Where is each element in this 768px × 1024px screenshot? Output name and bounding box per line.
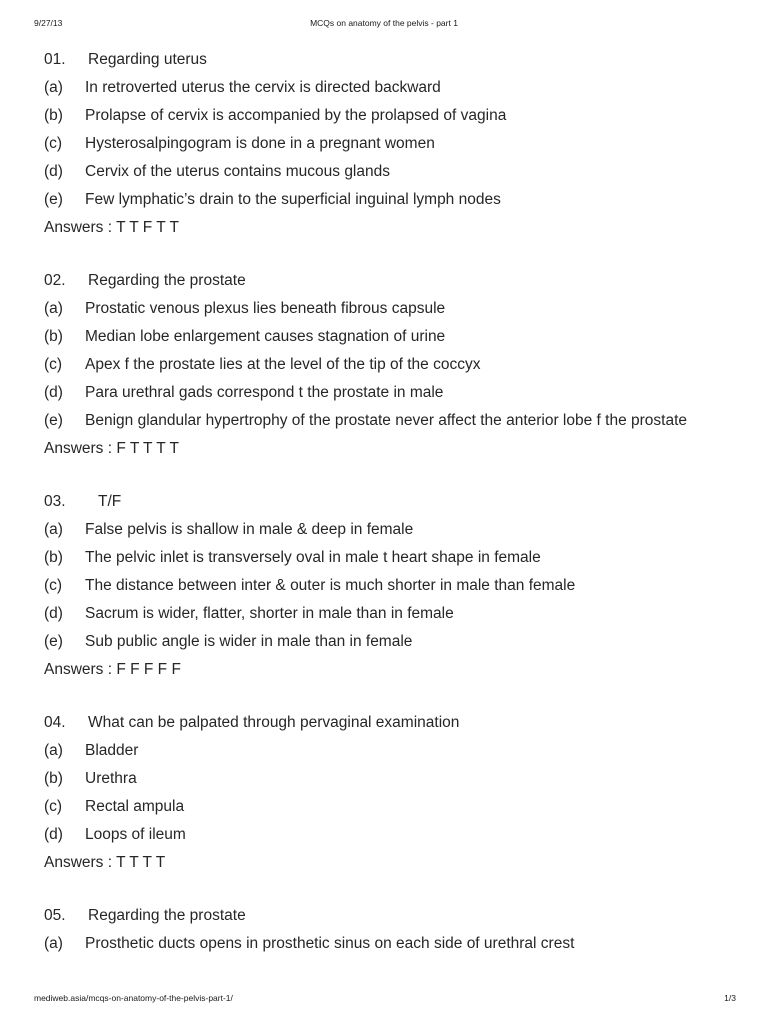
- answers-line: Answers : T T F T T: [44, 219, 179, 236]
- question-number: 04.: [44, 714, 66, 731]
- option-line: [44, 186, 734, 214]
- option-line: [44, 930, 734, 958]
- question-block: [44, 709, 734, 877]
- question-title: [44, 709, 734, 737]
- option-text: Para urethral gads correspond t the prostate in male: [85, 384, 444, 401]
- option-text: The pelvic inlet is transversely oval in male t heart shape in female: [85, 549, 541, 566]
- question-text: What can be palpated through pervaginal examination: [88, 714, 460, 731]
- page-number: 1/3: [724, 993, 736, 1003]
- option-line: [44, 379, 734, 407]
- option-label: (a): [44, 300, 63, 317]
- option-label: (a): [44, 79, 63, 96]
- page-footer: [0, 993, 768, 1005]
- option-label: (b): [44, 107, 63, 124]
- option-label: (d): [44, 384, 63, 401]
- page-title: MCQs on anatomy of the pelvis - part 1: [310, 18, 458, 28]
- question-block: [44, 46, 734, 242]
- answers-line: Answers : F F F F F: [44, 661, 181, 678]
- option-label: (b): [44, 549, 63, 566]
- option-label: (e): [44, 191, 63, 208]
- option-line: [44, 821, 734, 849]
- option-label: (a): [44, 742, 63, 759]
- option-text: Loops of ileum: [85, 826, 186, 843]
- option-line: [44, 765, 734, 793]
- option-label: (c): [44, 135, 63, 152]
- option-text: Benign glandular hypertrophy of the prostate never affect the anterior lobe f the prostate: [85, 412, 688, 429]
- answers-line: Answers : F T T T T: [44, 440, 179, 457]
- option-text: Rectal ampula: [85, 798, 185, 815]
- option-label: (d): [44, 605, 63, 622]
- option-label: (b): [44, 770, 63, 787]
- option-text: Apex f the prostate lies at the level of the tip of the coccyx: [85, 356, 481, 373]
- question-block: [44, 267, 734, 463]
- option-text: Median lobe enlargement causes stagnation of urine: [85, 328, 446, 345]
- document-body: [44, 46, 734, 958]
- option-text: Prolapse of cervix is accompanied by the prolapsed of vagina: [85, 107, 507, 124]
- page-header: [0, 18, 768, 30]
- option-text: Sub public angle is wider in male than in female: [85, 633, 413, 650]
- option-text: Cervix of the uterus contains mucous glands: [85, 163, 390, 180]
- option-label: (d): [44, 826, 63, 843]
- option-line: [44, 295, 734, 323]
- option-line: [44, 737, 734, 765]
- question-block: [44, 488, 734, 684]
- option-text: False pelvis is shallow in male & deep in female: [85, 521, 414, 538]
- option-line: [44, 74, 734, 102]
- option-text: Bladder: [85, 742, 139, 759]
- question-text: Regarding the prostate: [88, 907, 246, 924]
- option-text: The distance between inter & outer is much shorter in male than female: [85, 577, 576, 594]
- option-line: [44, 516, 734, 544]
- footer-url[interactable]: mediweb.asia/mcqs-on-anatomy-of-the-pelvis-part-1/: [34, 993, 233, 1003]
- option-label: (e): [44, 412, 63, 429]
- option-line: [44, 323, 734, 351]
- question-title: [44, 902, 734, 930]
- option-line: [44, 572, 734, 600]
- question-text: T/F: [98, 493, 122, 510]
- option-label: (c): [44, 577, 63, 594]
- option-line: [44, 600, 734, 628]
- option-line: [44, 544, 734, 572]
- option-line: [44, 102, 734, 130]
- question-title: [44, 46, 734, 74]
- option-line: [44, 158, 734, 186]
- option-line: [44, 351, 734, 379]
- question-text: Regarding uterus: [88, 51, 207, 68]
- option-text: In retroverted uterus the cervix is directed backward: [85, 79, 441, 96]
- option-line: [44, 793, 734, 821]
- option-label: (a): [44, 521, 63, 538]
- question-number: 05.: [44, 907, 66, 924]
- option-text: Urethra: [85, 770, 137, 787]
- option-label: (c): [44, 356, 63, 373]
- option-label: (e): [44, 633, 63, 650]
- option-text: Prostatic venous plexus lies beneath fibrous capsule: [85, 300, 446, 317]
- question-title: [44, 267, 734, 295]
- option-label: (d): [44, 163, 63, 180]
- option-label: (c): [44, 798, 63, 815]
- option-line: [44, 628, 734, 656]
- option-text: Hysterosalpingogram is done in a pregnant women: [85, 135, 435, 152]
- question-title: [44, 488, 734, 516]
- option-text: Sacrum is wider, flatter, shorter in male than in female: [85, 605, 454, 622]
- question-text: Regarding the prostate: [88, 272, 246, 289]
- option-label: (b): [44, 328, 63, 345]
- option-label: (a): [44, 935, 63, 952]
- question-block: [44, 902, 734, 958]
- option-text: Prosthetic ducts opens in prosthetic sinus on each side of urethral crest: [85, 935, 575, 952]
- question-number: 01.: [44, 51, 66, 68]
- option-line: [44, 407, 734, 435]
- option-line: [44, 130, 734, 158]
- option-text: Few lymphatic’s drain to the superficial inguinal lymph nodes: [85, 191, 501, 208]
- question-number: 03.: [44, 493, 66, 510]
- answers-line: Answers : T T T T: [44, 854, 166, 871]
- question-number: 02.: [44, 272, 66, 289]
- print-date: 9/27/13: [34, 18, 63, 28]
